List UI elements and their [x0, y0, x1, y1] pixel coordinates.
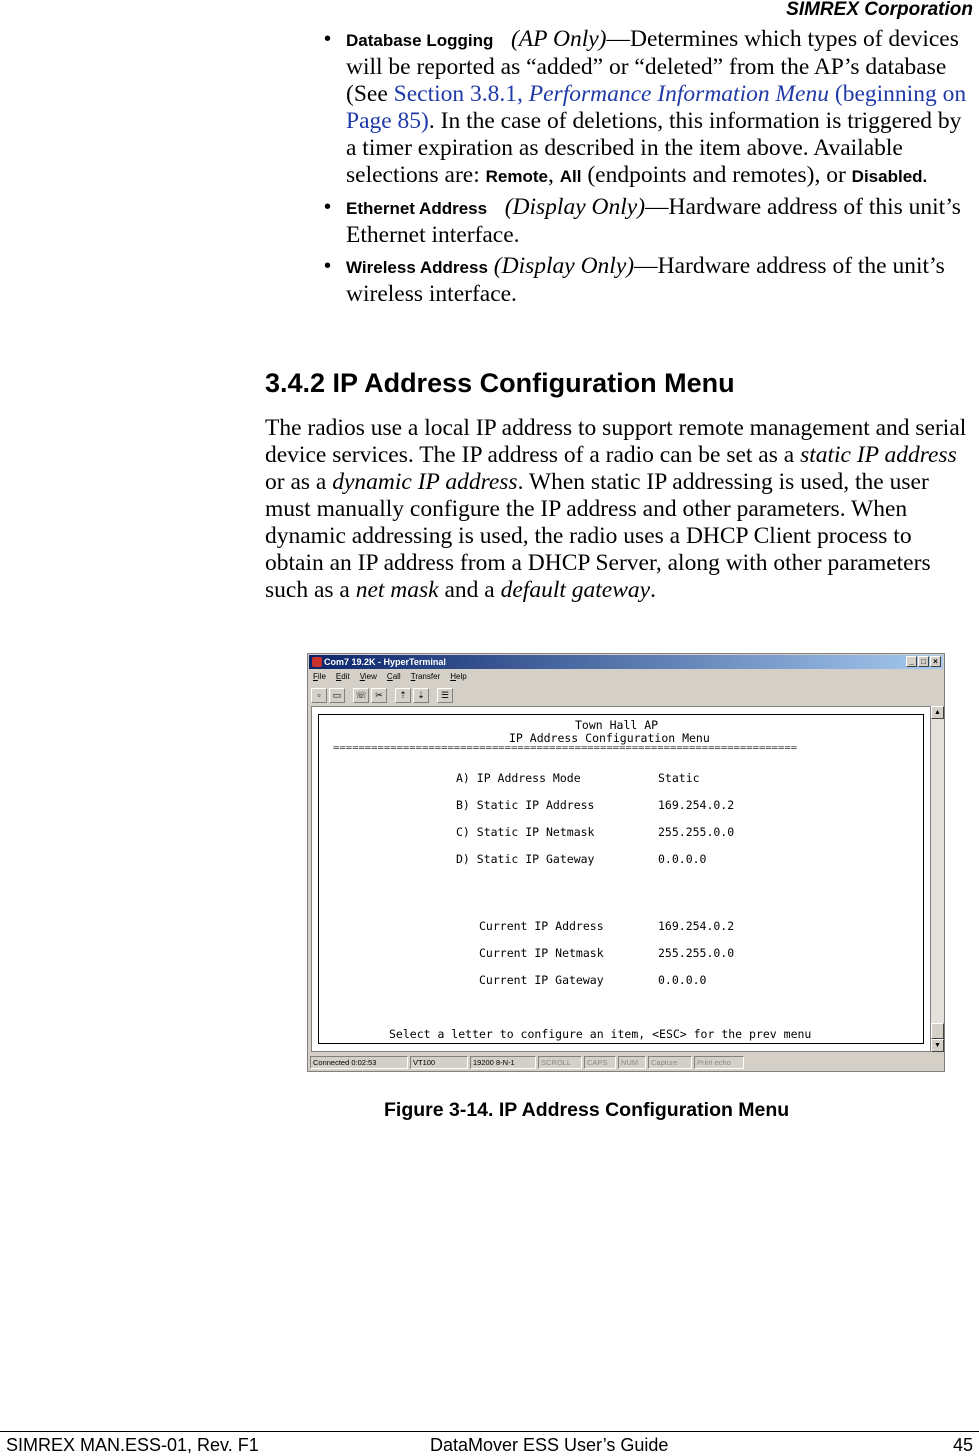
menu-bar: [311, 671, 467, 683]
status-bar: [310, 1056, 942, 1070]
para-emphasis: dynamic IP address: [332, 469, 518, 495]
terminal-prompt: Select a letter to configure an item, <ESC> for the prev menu: [389, 1027, 812, 1041]
para-text: The radios use a local IP address to support remote management and serial device services. The IP address of a radio can be set as a: [265, 415, 967, 468]
disconnect-icon[interactable]: ✂: [371, 688, 387, 703]
bullet-text: . In the case of deletions, this information is triggered by a timer expiration as described in the item above. Available selections are:: [346, 108, 962, 188]
menu-item-key: C) Static IP Netmask: [456, 825, 595, 839]
terminal-title: Town Hall AP: [575, 718, 659, 732]
current-key: Current IP Gateway: [479, 973, 604, 987]
bullet-dot-icon: •: [324, 255, 332, 277]
footer-doc-id: SIMREX MAN.ESS-01, Rev. F1: [6, 1435, 259, 1455]
bullet-text: Hardware address of the unit’s wireless interface.: [346, 253, 945, 307]
bullet-ethernet-address: [320, 194, 975, 249]
menu-edit[interactable]: Edit: [335, 672, 350, 681]
bullet-database-logging: [320, 26, 975, 190]
para-text: .: [650, 577, 656, 603]
menu-item-key: B) Static IP Address: [456, 798, 595, 812]
status-caps: CAPS: [584, 1056, 616, 1069]
menu-item-value: 169.254.0.2: [658, 798, 735, 812]
menu-transfer[interactable]: Transfer: [410, 672, 441, 681]
scroll-up-icon[interactable]: ▲: [931, 706, 944, 719]
bullet-dot-icon: •: [324, 196, 332, 218]
scroll-down-icon[interactable]: ▼: [931, 1039, 944, 1052]
status-connected: Connected 0:02:53: [310, 1056, 408, 1069]
menu-item-key: D) Static IP Gateway: [456, 852, 595, 866]
close-icon[interactable]: ×: [930, 656, 941, 667]
bullet-term: Database Logging: [346, 31, 494, 50]
option-all: All: [559, 167, 582, 186]
bullet-qualifier: (Display Only): [504, 194, 646, 220]
open-icon[interactable]: ▭: [329, 688, 345, 703]
current-value: 169.254.0.2: [658, 919, 735, 933]
menu-item-value: Static: [658, 771, 700, 785]
terminal-subtitle: IP Address Configuration Menu: [509, 731, 710, 745]
footer-guide-title: DataMover ESS User’s Guide: [430, 1435, 669, 1455]
toolbar: [311, 686, 453, 704]
new-icon[interactable]: ▫: [311, 688, 327, 703]
send-icon[interactable]: ⇡: [395, 688, 411, 703]
bullet-wireless-address: [320, 253, 975, 308]
menu-view[interactable]: View: [359, 672, 377, 681]
para-emphasis: default gateway: [500, 577, 651, 603]
option-remote: Remote: [485, 167, 548, 186]
current-value: 0.0.0.0: [658, 973, 707, 987]
bullet-dot-icon: •: [324, 28, 332, 50]
menu-file[interactable]: File: [313, 672, 326, 681]
bullet-qualifier: (AP Only): [510, 26, 607, 52]
link-section: Section 3.8.1,: [393, 81, 529, 107]
status-num: NUM: [618, 1056, 646, 1069]
vertical-scrollbar[interactable]: [931, 706, 944, 1052]
para-emphasis: static IP address: [800, 442, 957, 468]
status-settings: 19200 8-N-1: [470, 1056, 536, 1069]
current-key: Current IP Address: [479, 919, 604, 933]
menu-item-value: 0.0.0.0: [658, 852, 707, 866]
window-title: Com7 19.2K - HyperTerminal: [324, 657, 446, 667]
bullet-list: [320, 26, 975, 312]
status-capture: Capture: [648, 1056, 692, 1069]
option-disabled: Disabled: [851, 167, 923, 186]
maximize-icon[interactable]: □: [918, 656, 929, 667]
bullet-term: Wireless Address: [346, 258, 488, 277]
minimize-icon[interactable]: _: [906, 656, 917, 667]
menu-item-value: 255.255.0.0: [658, 825, 735, 839]
para-text: . When static IP addressing is used, the user must manually configure the IP address and other parameters. When dynamic addressing is used, the radio uses a DHCP Client process to obtain an IP address from a DHCP Server, along with other parameters such as a: [265, 469, 931, 603]
para-text: and a: [438, 577, 501, 603]
current-value: 255.255.0.0: [658, 946, 735, 960]
em-dash: —: [645, 194, 669, 220]
period: .: [922, 167, 928, 186]
section-paragraph: [265, 415, 975, 604]
bullet-text: Hardware address of this unit’s Ethernet interface.: [346, 194, 961, 248]
bullet-qualifier: (Display Only): [493, 253, 635, 279]
receive-icon[interactable]: ⇣: [413, 688, 429, 703]
em-dash: —: [606, 26, 630, 52]
section-heading: 3.4.2 IP Address Configuration Menu: [265, 368, 735, 398]
footer-divider: [0, 1431, 979, 1432]
status-scroll: SCROLL: [538, 1056, 582, 1069]
status-print-echo: Print echo: [694, 1056, 744, 1069]
hyperterminal-window: [307, 653, 945, 1072]
bullet-term: Ethernet Address: [346, 199, 488, 218]
terminal-screen[interactable]: [311, 706, 931, 1052]
properties-icon[interactable]: ☰: [437, 688, 453, 703]
scroll-thumb[interactable]: [931, 1023, 944, 1039]
menu-item-key: A) IP Address Mode: [456, 771, 581, 785]
status-emulation: VT100: [410, 1056, 468, 1069]
menu-call[interactable]: Call: [386, 672, 401, 681]
terminal-rule: =========================================================================: [333, 743, 798, 752]
running-header: SIMREX Corporation: [786, 0, 973, 20]
terminal-frame: [318, 714, 924, 1044]
figure-caption: Figure 3-14. IP Address Configuration Menu: [384, 1099, 790, 1121]
phone-icon[interactable]: ☏: [353, 688, 369, 703]
hyperterminal-app-icon: [312, 657, 322, 667]
bullet-text: (endpoints and remotes), or: [581, 162, 852, 188]
bullet-text: Determines which types of devices will be reported as “added” or “deleted” from the AP’s database (See: [346, 26, 959, 107]
current-key: Current IP Netmask: [479, 946, 604, 960]
para-emphasis: net mask: [355, 577, 439, 603]
window-titlebar[interactable]: [309, 655, 943, 669]
link-title: Performance Information Menu: [528, 81, 829, 107]
page-number: 45: [952, 1435, 973, 1455]
menu-help[interactable]: Help: [450, 672, 467, 681]
link-page: (beginning on Page 85): [346, 81, 967, 134]
para-text: or as a: [265, 469, 333, 495]
em-dash: —: [634, 253, 658, 279]
separator: ,: [548, 162, 560, 188]
